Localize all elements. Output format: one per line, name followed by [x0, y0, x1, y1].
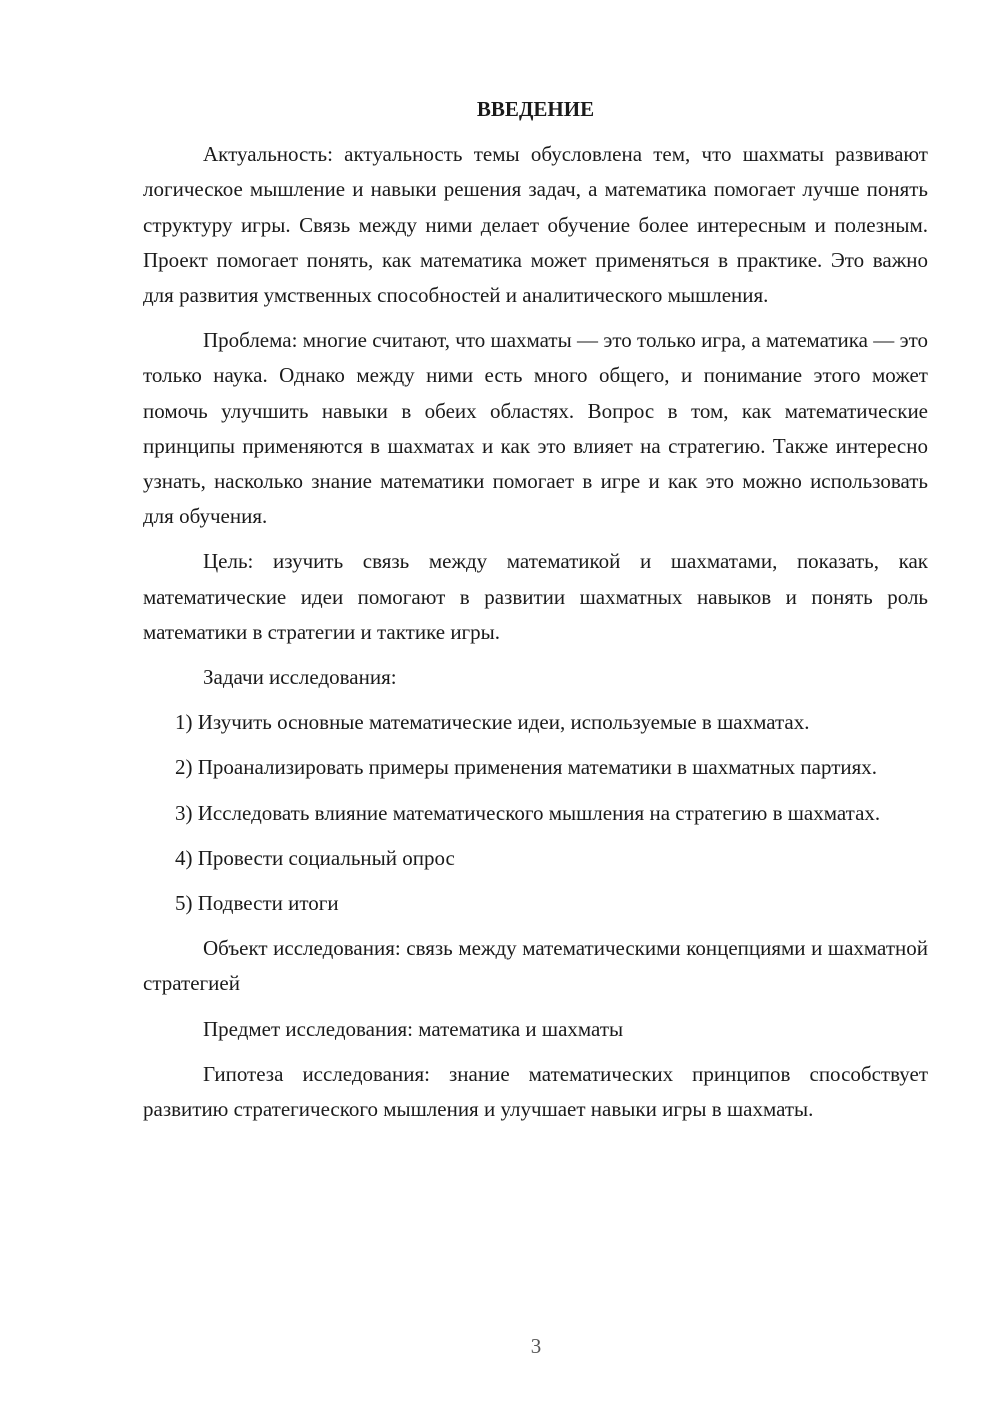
section-title: ВВЕДЕНИЕ — [476, 97, 595, 121]
page-number: 3 — [530, 1334, 542, 1358]
paragraph-problem: Проблема: многие считают, что шахматы — это только игра, а математика — это только наука. Однако между ними есть много общего, и понимание этого может помочь улучшить навыки в обеих областях. Вопрос в том, как математические принципы применяются в шахматах и как это влияет на стратегию. Также интересно узнать, насколько знание математики помогает в игре и как это можно использовать для обучения. — [143, 328, 928, 529]
task-item-1: 1) Изучить основные математические идеи, используемые в шахматах. — [175, 710, 810, 735]
paragraph-hypothesis: Гипотеза исследования: знание математических принципов способствует развитию стратегического мышления и улучшает навыки игры в шахматы. — [143, 1061, 928, 1122]
paragraph-subject: Предмет исследования: математика и шахматы — [203, 1016, 624, 1041]
tasks-heading: Задачи исследования: — [203, 665, 397, 690]
task-item-5: 5) Подвести итоги — [175, 891, 339, 916]
task-item-2: 2) Проанализировать примеры применения математики в шахматных партиях. — [175, 755, 878, 780]
paragraph-object: Объект исследования: связь между математическими концепциями и шахматной стратегией — [143, 936, 928, 996]
page-content — [143, 92, 928, 1137]
paragraph-relevance: Актуальность: актуальность темы обусловлена тем, что шахматы развивают логическое мышление и навыки решения задач, а математика помогает лучше понять структуру игры. Связь между ними делает обучение более интересным и полезным. Проект помогает понять, как математика может применяться в практике. Это важно для развития умственных способностей и аналитического мышления. — [143, 142, 928, 308]
paragraph-goal: Цель: изучить связь между математикой и шахматами, показать, как математические идеи помогают в развитии шахматных навыков и понять роль математики в стратегии и тактике игры. — [143, 549, 928, 644]
task-item-3: 3) Исследовать влияние математического мышления на стратегию в шахматах. — [175, 800, 881, 825]
task-item-4: 4) Провести социальный опрос — [175, 845, 455, 870]
